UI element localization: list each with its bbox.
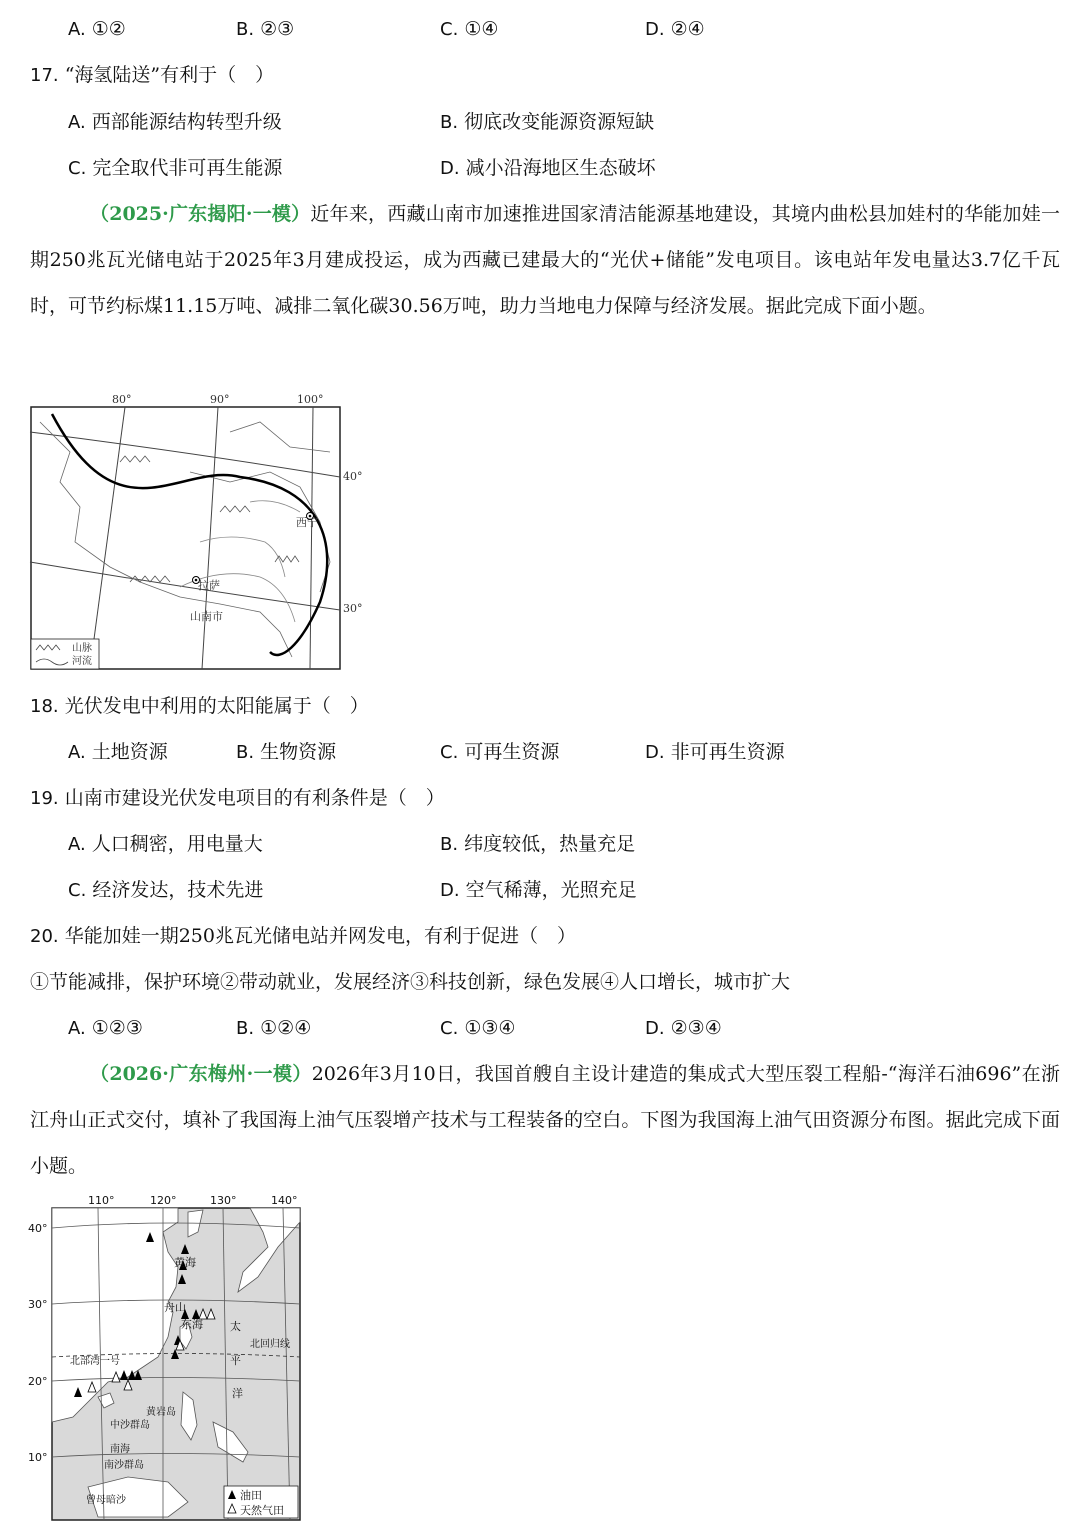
q20-option-d[interactable]: D. ②③④ [645, 1017, 722, 1039]
oil-map-lon-110: 110° [88, 1194, 115, 1207]
oil-map-legend-oil: 油田 [240, 1489, 262, 1502]
oil-map-lon-140: 140° [271, 1194, 298, 1207]
tibet-map [30, 392, 363, 672]
oil-map-east-china-sea: 东海 [181, 1318, 203, 1331]
tibet-map-lon-100: 100° [297, 393, 324, 406]
passage-2-text: 2026年3月10日，我国首艘自主设计建造的集成式大型压裂工程船-“海洋石油696”在浙江舟山正式交付，填补了我国海上油气压裂增产技术与工程装备的空白。下图为我国海上油气田资源分布图。据此完成下面小题。 [30, 1063, 1060, 1177]
q17-option-a[interactable]: A. 西部能源结构转型升级 [68, 111, 282, 133]
q19-option-a[interactable]: A. 人口稠密，用电量大 [68, 833, 263, 855]
oil-map-huangyan-island: 黄岩岛 [146, 1407, 176, 1418]
q18-option-a[interactable]: A. 土地资源 [68, 741, 168, 763]
tibet-map-lon-90: 90° [210, 393, 230, 406]
q17-option-b[interactable]: B. 彻底改变能源资源短缺 [440, 111, 655, 133]
tibet-map-legend-mountain: 山脉 [72, 643, 92, 654]
oil-map-legend-gas: 天然气田 [240, 1504, 284, 1517]
q19-option-d[interactable]: D. 空气稀薄，光照充足 [440, 879, 637, 901]
passage-1-text: 近年来，西藏山南市加速推进国家清洁能源基地建设，其境内曲松县加娃村的华能加娃一期250兆瓦光储电站于2025年3月建成投运，成为西藏已建最大的“光伏+储能”发电项目。该电站年发电量达3.7亿千瓦时，可节约标煤11.15万吨、减排二氧化碳30.56万吨，助力当地电力保障与经济发展。据此完成下面小题。 [30, 203, 1060, 317]
q18-option-d[interactable]: D. 非可再生资源 [645, 741, 785, 763]
q19-stem: 19. 山南市建设光伏发电项目的有利条件是（ ） [30, 787, 445, 809]
q20-option-b[interactable]: B. ①②④ [236, 1017, 312, 1039]
tibet-map-lat-40: 40° [343, 470, 363, 483]
tibet-map-lon-80: 80° [112, 393, 132, 406]
tibet-map-lat-30: 30° [343, 602, 363, 615]
passage-1-source: （2025·广东揭阳·一模） [90, 203, 311, 225]
q16-option-d[interactable]: D. ②④ [645, 18, 705, 40]
passage-2-source: （2026·广东梅州·一模） [90, 1063, 312, 1085]
oil-map-zengmu-ansha: 曾母暗沙 [86, 1495, 126, 1506]
q19-option-b[interactable]: B. 纬度较低，热量充足 [440, 833, 636, 855]
oil-map-beibuwan-1: 北部湾一号 [70, 1356, 120, 1367]
q16-option-c[interactable]: C. ①④ [440, 18, 499, 40]
passage-2 [30, 1051, 1060, 1189]
oil-map-lat-30: 30° [28, 1298, 48, 1311]
tibet-map-xining: 西宁 [296, 516, 318, 529]
q20-stem: 20. 华能加娃一期250兆瓦光储电站并网发电，有利于促进（ ） [30, 925, 576, 947]
offshore-oil-gas-map [28, 1192, 303, 1522]
q20-items: ①节能减排，保护环境②带动就业，发展经济③科技创新，绿色发展④人口增长，城市扩大 [30, 971, 791, 993]
q17-stem: 17. “海氢陆送”有利于（ ） [30, 64, 275, 86]
q17-option-c[interactable]: C. 完全取代非可再生能源 [68, 157, 283, 179]
q18-option-b[interactable]: B. 生物资源 [236, 741, 337, 763]
oil-map-zhongsha-islands: 中沙群岛 [110, 1420, 150, 1431]
q18-option-c[interactable]: C. 可再生资源 [440, 741, 560, 763]
oil-map-lon-120: 120° [150, 1194, 177, 1207]
oil-map-south-china-sea: 南海 [110, 1444, 130, 1455]
tibet-map-legend-river: 河流 [72, 656, 92, 667]
q16-option-b[interactable]: B. ②③ [236, 18, 295, 40]
q16-option-a[interactable]: A. ①② [68, 18, 126, 40]
oil-map-pacific-3: 洋 [232, 1387, 243, 1400]
q18-stem: 18. 光伏发电中利用的太阳能属于（ ） [30, 695, 369, 717]
tibet-map-lhasa: 拉萨 [198, 579, 220, 592]
oil-map-lat-40: 40° [28, 1222, 48, 1235]
q20-option-a[interactable]: A. ①②③ [68, 1017, 143, 1039]
oil-map-pacific-2: 平 [230, 1354, 241, 1367]
oil-map-lat-10: 10° [28, 1451, 48, 1464]
oil-map-lat-20: 20° [28, 1375, 48, 1388]
passage-1 [30, 191, 1060, 329]
q19-option-c[interactable]: C. 经济发达，技术先进 [68, 879, 264, 901]
tibet-map-shannan: 山南市 [190, 610, 223, 623]
oil-map-lon-130: 130° [210, 1194, 237, 1207]
oil-map-zhoushan: 舟山 [164, 1301, 186, 1314]
q20-option-c[interactable]: C. ①③④ [440, 1017, 516, 1039]
oil-map-nansha-islands: 南沙群岛 [104, 1460, 144, 1471]
oil-map-tropic-of-cancer: 北回归线 [250, 1339, 290, 1350]
oil-map-pacific-1: 太 [230, 1320, 241, 1333]
oil-map-yellow-sea: 黄海 [174, 1256, 196, 1269]
q17-option-d[interactable]: D. 减小沿海地区生态破坏 [440, 157, 656, 179]
